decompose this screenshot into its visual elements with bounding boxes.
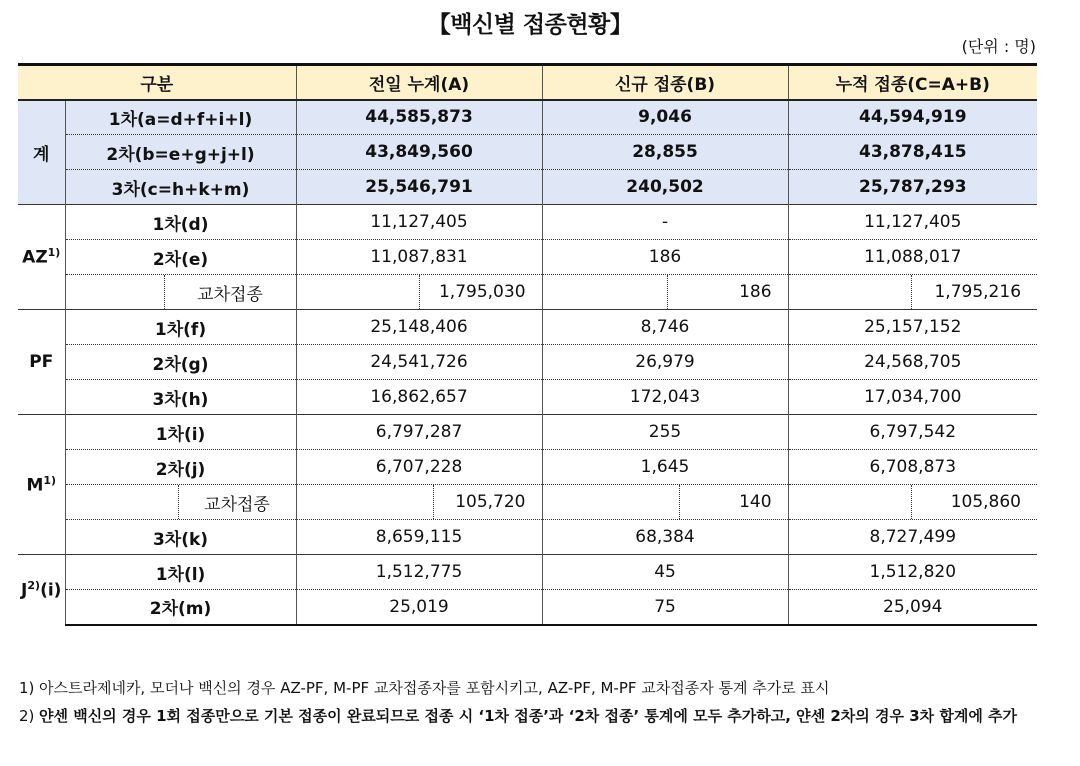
cell-new: 45 (542, 555, 788, 590)
row-label: 1차(a=d+f+i+l) (65, 100, 296, 135)
row-label: 1차(f) (65, 310, 296, 345)
row-label: 교차접종 (65, 485, 296, 520)
cell-new: 172,043 (542, 380, 788, 415)
cell-prev: 25,019 (296, 590, 542, 625)
cell-new: 1,645 (542, 450, 788, 485)
cell-cum: 6,797,542 (788, 415, 1037, 450)
footnote-1 (19, 676, 1049, 700)
table-row-cross (18, 275, 1037, 310)
row-label: 1차(d) (65, 205, 296, 240)
cell-new: 8,746 (542, 310, 788, 345)
cell-cum: 1,795,216 (788, 275, 1037, 310)
group-label-j: $J^{2)}(i)$ (18, 555, 65, 625)
cell-cum: 11,088,017 (788, 240, 1037, 275)
row-label: 2차(j) (65, 450, 296, 485)
table-header-row (18, 65, 1037, 100)
header-category: 구분 (18, 65, 296, 100)
row-label: 3차(h) (65, 380, 296, 415)
cell-prev: 11,127,405 (296, 205, 542, 240)
group-label-total: 계 (18, 100, 65, 205)
cell-prev: 1,512,775 (296, 555, 542, 590)
cell-new: 75 (542, 590, 788, 625)
footnote-2 (19, 704, 1049, 728)
table-row (18, 135, 1037, 170)
cell-new: 186 (542, 240, 788, 275)
header-prev-total: 전일 누계(A) (296, 65, 542, 100)
table-row (18, 100, 1037, 135)
header-new: 신규 접종(B) (542, 65, 788, 100)
cell-cum: 17,034,700 (788, 380, 1037, 415)
cell-new: 26,979 (542, 345, 788, 380)
row-label: 2차(b=e+g+j+l) (65, 135, 296, 170)
cell-prev: 25,148,406 (296, 310, 542, 345)
cell-prev: 44,585,873 (296, 100, 542, 135)
cell-cum: 44,594,919 (788, 100, 1037, 135)
cell-prev: 43,849,560 (296, 135, 542, 170)
table-row (18, 415, 1037, 450)
table-row (18, 170, 1037, 205)
table-row (18, 310, 1037, 345)
row-label: 2차(m) (65, 590, 296, 625)
cell-prev: 8,659,115 (296, 520, 542, 555)
footnote-number: 1) (19, 679, 35, 697)
cell-new: - (542, 205, 788, 240)
cell-cum: 25,787,293 (788, 170, 1037, 205)
table-row (18, 555, 1037, 590)
table-row (18, 450, 1037, 485)
group-label-pf: PF (18, 310, 65, 415)
table-row (18, 380, 1037, 415)
row-label: 3차(c=h+k+m) (65, 170, 296, 205)
cell-cum: 25,157,152 (788, 310, 1037, 345)
cell-cum: 1,512,820 (788, 555, 1037, 590)
row-label: 2차(g) (65, 345, 296, 380)
table-row (18, 205, 1037, 240)
table-row (18, 590, 1037, 625)
table-row (18, 345, 1037, 380)
group-label-az: AZ$^{1)}$ (18, 205, 65, 310)
cell-prev: 24,541,726 (296, 345, 542, 380)
cell-prev: 105,720 (296, 485, 542, 520)
row-label: 교차접종 (65, 275, 296, 310)
cell-prev: 25,546,791 (296, 170, 542, 205)
footnotes (19, 676, 1049, 728)
cell-new: 140 (542, 485, 788, 520)
table-row (18, 520, 1037, 555)
cell-cum: 43,878,415 (788, 135, 1037, 170)
cell-cum: 6,708,873 (788, 450, 1037, 485)
group-label-m: $M^{1)}$ (18, 415, 65, 555)
row-label: 1차(i) (65, 415, 296, 450)
cell-cum: 24,568,705 (788, 345, 1037, 380)
header-cumulative: 누적 접종(C=A+B) (788, 65, 1037, 100)
cell-new: 186 (542, 275, 788, 310)
cell-cum: 25,094 (788, 590, 1037, 625)
cell-new: 28,855 (542, 135, 788, 170)
page-title: 【백신별 접종현황】 (427, 12, 633, 38)
table-row (18, 240, 1037, 275)
cell-prev: 6,707,228 (296, 450, 542, 485)
cell-prev: 11,087,831 (296, 240, 542, 275)
footnote-text: 얀센 백신의 경우 1회 접종만으로 기본 접종이 완료되므로 접종 시 ‘1차 접종’과 ‘2차 접종’ 통계에 모두 추가하고, 얀센 2차의 경우 3차 합계에 추가 (39, 707, 1018, 725)
cell-new: 255 (542, 415, 788, 450)
footnote-text: 아스트라제네카, 모더나 백신의 경우 AZ-PF, M-PF 교차접종자를 포함시키고, AZ-PF, M-PF 교차접종자 통계 추가로 표시 (39, 679, 830, 697)
cell-new: 68,384 (542, 520, 788, 555)
cell-cum: 105,860 (788, 485, 1037, 520)
row-label: 1차(l) (65, 555, 296, 590)
unit-label: (단위 : 명) (961, 37, 1036, 56)
cell-prev: 1,795,030 (296, 275, 542, 310)
vaccination-table (18, 63, 1037, 626)
footnote-number: 2) (19, 707, 35, 725)
cell-prev: 16,862,657 (296, 380, 542, 415)
row-label: 3차(k) (65, 520, 296, 555)
table-row-cross (18, 485, 1037, 520)
cell-new: 240,502 (542, 170, 788, 205)
cell-cum: 8,727,499 (788, 520, 1037, 555)
cell-new: 9,046 (542, 100, 788, 135)
row-label: 2차(e) (65, 240, 296, 275)
cell-cum: 11,127,405 (788, 205, 1037, 240)
cell-prev: 6,797,287 (296, 415, 542, 450)
